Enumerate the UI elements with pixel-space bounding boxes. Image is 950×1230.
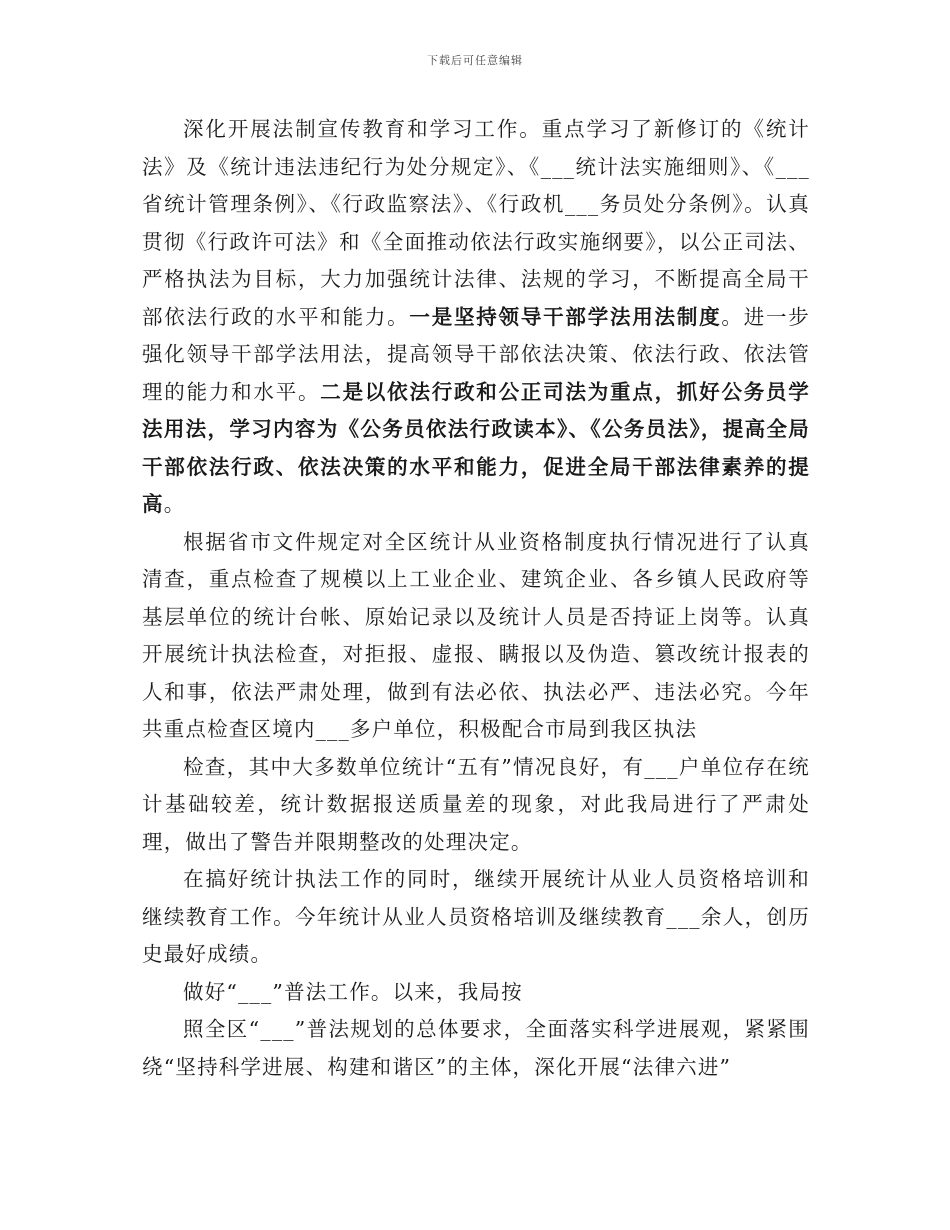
paragraph-text: 。 [163,492,186,516]
paragraph-text: 检查，其中大多数单位统计“五有”情况良好，有___户单位存在统计基础较差，统计数据报送质量差的现象，对此我局进行了严肃处理，做出了警告并限期整改的处理决定。 [142,754,810,854]
paragraph-qualification-check [142,524,810,749]
paragraph-law-popularization [142,974,810,1012]
paragraph-text: 照全区“___”普法规划的总体要求，全面落实科学进展观，紧紧围绕“坚持科学进展、构建和谐区”的主体，深化开展“法律六进” [142,1017,810,1079]
document-body [142,111,810,1086]
paragraph-legal-education [142,111,810,524]
paragraph-text: 做好“___”普法工作。以来，我局按 [183,979,523,1004]
paragraph-text: 在搞好统计执法工作的同时，继续开展统计从业人员资格培训和继续教育工作。今年统计从业人员资格培训及继续教育___余人，创历史最好成绩。 [142,867,810,966]
bold-heading-civil-servant-study: 二是以依法行政和公正司法为重点，抓好公务员学法用法，学习内容为《公务员依法行政读本》、《公务员法》，提高全局干部依法行政、依法决策的水平和能力，促进全局干部法律素养的提高 [142,379,810,516]
paragraph-training [142,861,810,974]
bold-heading-leader-study: 一是坚持领导干部学法用法制度 [409,304,722,329]
paragraph-plan-requirements [142,1011,810,1086]
paragraph-text: 深化开展法制宣传教育和学习工作。重点学习了新修订的《统计法》及《统计违法违纪行为处分规定》、《___统计法实施细则》、《___省统计管理条例》、《行政监察法》、《行政机___务员处分条例》。认真贯彻《行政许可法》和《全面推动依法行政实施纲要》，以公正司法、严格执法为目标，大力加强统计法律、法规的学习，不断提高全局干部依法行政的水平和能力。 [142,117,810,329]
paragraph-text: 根据省市文件规定对全区统计从业资格制度执行情况进行了认真清查，重点检查了规模以上工业企业、建筑企业、各乡镇人民政府等基层单位的统计台帐、原始记录以及统计人员是否持证上岗等。认真开展统计执法检查，对拒报、虚报、瞒报以及伪造、篡改统计报表的人和事，依法严肃处理，做到有法必依、执法必严、违法必究。今年共重点检查区境内___多户单位，积极配合市局到我区执法 [142,529,810,741]
page-header: 下载后可任意编辑 [427,54,523,67]
paragraph-text: 。进一步强化领导干部学法用法，提高领导干部依法决策、依法行政、依法管理的能力和水平。 [142,304,810,404]
paragraph-inspection-result [142,749,810,862]
